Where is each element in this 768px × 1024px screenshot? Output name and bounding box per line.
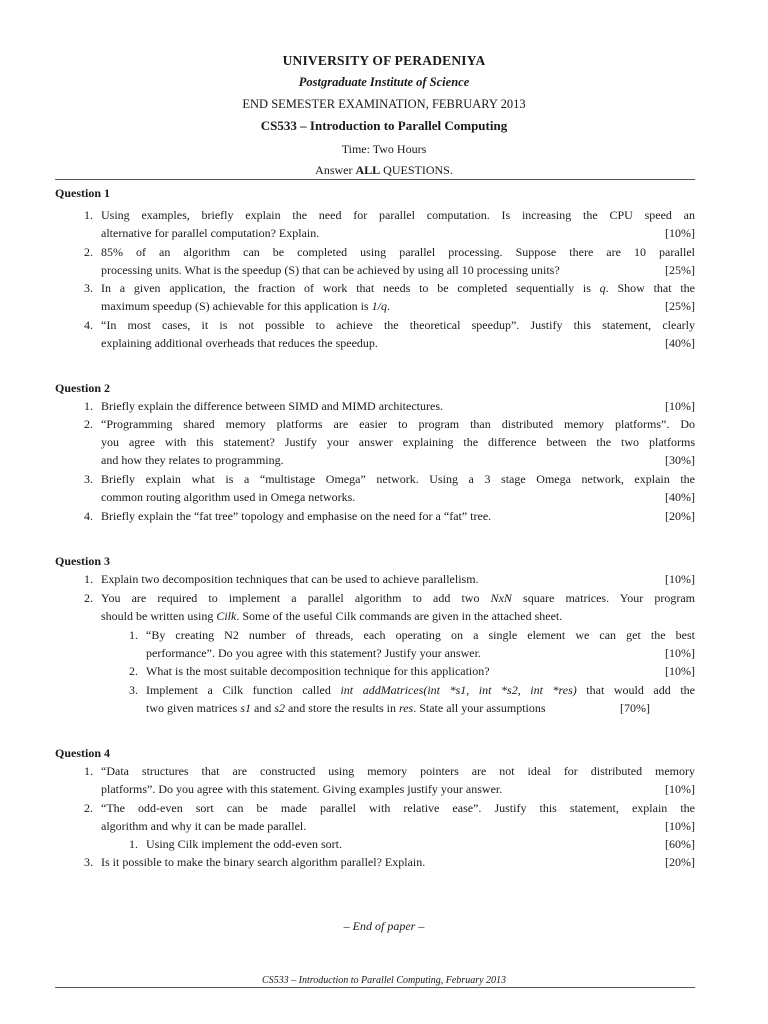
item-number: 1. — [84, 399, 93, 413]
item-text: and — [250, 701, 275, 715]
item-line — [101, 507, 695, 525]
footer-divider — [55, 987, 695, 988]
answer-instruction — [0, 161, 768, 179]
item-text: performance”. Do you agree with this statement? Justify your answer. — [146, 646, 481, 660]
item-text: platforms”. Do you agree with this statement. Giving examples justify your answer. — [101, 782, 503, 796]
item-line — [101, 334, 695, 352]
item-text: should be written using — [101, 609, 217, 623]
item-line — [101, 817, 695, 835]
item-number: 2. — [129, 664, 138, 678]
item-text: you agree with this statement? Justify your answer explaining the difference between the two platforms — [101, 435, 695, 449]
item-line — [146, 644, 695, 662]
item-number: 3. — [129, 683, 138, 697]
item-text: . State all your assumptions — [413, 701, 546, 715]
item-line — [101, 780, 695, 798]
item-text: Is it possible to make the binary search algorithm parallel? Explain. — [101, 855, 426, 869]
marks: [10%] — [665, 664, 695, 678]
item-number: 1. — [84, 764, 93, 778]
item-text: common routing algorithm used in Omega networks. — [101, 490, 356, 504]
item-italic: NxN — [490, 591, 512, 605]
marks: [10%] — [665, 572, 695, 586]
item-line — [146, 681, 695, 699]
item-text: . — [386, 299, 390, 313]
item-text: and store the results in — [284, 701, 399, 715]
item-italic: q — [599, 281, 606, 295]
item-line — [101, 488, 695, 506]
item-text: that would add the — [576, 683, 695, 697]
marks: [40%] — [665, 490, 695, 504]
item-number: 2. — [84, 417, 93, 431]
university-name: UNIVERSITY OF PERADENIYA — [282, 53, 486, 68]
answer-post: QUESTIONS. — [380, 163, 453, 177]
item-italic: 1/q — [371, 299, 387, 313]
marks: [10%] — [665, 226, 695, 240]
marks: [25%] — [665, 263, 695, 277]
item-number: 1. — [129, 837, 138, 851]
time-allowed: Time: Two Hours — [341, 142, 427, 156]
marks: [30%] — [665, 453, 695, 467]
item-line — [146, 835, 695, 853]
item-text: processing units. What is the speedup (S) that can be achieved by using all 10 processing units? — [101, 263, 560, 277]
item-text: In a given application, the fraction of work that needs to be completed sequentially is — [101, 281, 600, 295]
item-text: . Show that the — [605, 281, 696, 295]
item-italic: Cilk — [216, 609, 237, 623]
institute-name: Postgraduate Institute of Science — [298, 75, 470, 89]
item-text: explaining additional overheads that reduces the speedup. — [101, 336, 378, 350]
item-text: Briefly explain what is a “multistage Omega” network. Using a 3 stage Omega network, explain the — [101, 472, 695, 486]
item-line — [101, 451, 695, 469]
marks: [60%] — [665, 837, 695, 851]
marks: [10%] — [665, 782, 695, 796]
header-divider — [55, 179, 695, 180]
item-text: Briefly explain the difference between SIMD and MIMD architectures. — [101, 399, 443, 413]
marks: [20%] — [665, 855, 695, 869]
item-text: “In most cases, it is not possible to achieve the theoretical speedup”. Justify this statement, clearly — [101, 318, 695, 332]
item-text: 85% of an algorithm can be completed using parallel processing. Suppose there are 10 parallel — [101, 245, 695, 259]
item-text: What is the most suitable decomposition technique for this application? — [146, 664, 490, 678]
item-number: 2. — [84, 245, 93, 259]
end-of-paper: – End of paper – — [343, 919, 425, 933]
marks: [20%] — [665, 509, 695, 523]
item-line — [101, 570, 695, 588]
item-text: algorithm and why it can be made parallel. — [101, 819, 307, 833]
item-text: You are required to implement a parallel algorithm to add two — [101, 591, 491, 605]
item-line — [101, 607, 695, 625]
item-line — [101, 297, 695, 315]
question-4-title: Question 4 — [55, 746, 111, 760]
item-number: 1. — [84, 208, 93, 222]
item-text: . Some of the useful Cilk commands are given in the attached sheet. — [236, 609, 563, 623]
item-number: 2. — [84, 591, 93, 605]
item-text: and how they relates to programming. — [101, 453, 284, 467]
item-line — [101, 397, 695, 415]
item-line — [101, 261, 695, 279]
item-line — [146, 699, 695, 717]
item-number: 3. — [84, 472, 93, 486]
course-title: CS533 – Introduction to Parallel Computing — [260, 118, 508, 133]
item-text: two given matrices — [146, 701, 241, 715]
item-italic: s2 — [274, 701, 285, 715]
item-number: 2. — [84, 801, 93, 815]
item-italic: s1 — [240, 701, 251, 715]
item-text: Implement a Cilk function called — [146, 683, 341, 697]
item-number: 1. — [84, 572, 93, 586]
marks: [10%] — [665, 646, 695, 660]
item-text: “By creating N2 number of threads, each operating on a single element we can get the best — [146, 628, 695, 642]
marks: [10%] — [665, 399, 695, 413]
marks: [70%] — [620, 701, 650, 715]
item-italic: int addMatrices(int *s1, int *s2, int *res) — [340, 683, 577, 697]
page-footer: CS533 – Introduction to Parallel Computing, February 2013 — [261, 975, 507, 986]
item-text: Using Cilk implement the odd-even sort. — [146, 837, 342, 851]
item-text: maximum speedup (S) achievable for this application is — [101, 299, 372, 313]
marks: [10%] — [665, 819, 695, 833]
question-1-title: Question 1 — [55, 186, 111, 200]
item-line — [101, 279, 695, 297]
marks: [25%] — [665, 299, 695, 313]
item-line — [101, 853, 695, 871]
item-text: “Data structures that are constructed using memory pointers are not ideal for distributed memory — [101, 764, 695, 778]
item-text: square matrices. Your program — [511, 591, 695, 605]
item-text: alternative for parallel computation? Explain. — [101, 226, 320, 240]
question-2-title: Question 2 — [55, 381, 111, 395]
answer-bold: ALL — [355, 163, 381, 177]
item-line — [146, 662, 695, 680]
item-number: 1. — [129, 628, 138, 642]
item-line — [101, 224, 695, 242]
item-number: 3. — [84, 855, 93, 869]
item-text: Briefly explain the “fat tree” topology and emphasise on the need for a “fat” tree. — [101, 509, 492, 523]
exam-title: END SEMESTER EXAMINATION, FEBRUARY 2013 — [242, 97, 526, 111]
item-number: 4. — [84, 318, 93, 332]
item-italic: res — [398, 701, 414, 715]
marks: [40%] — [665, 336, 695, 350]
answer-pre: Answer — [315, 163, 356, 177]
item-line — [101, 589, 695, 607]
item-text: “The odd-even sort can be made parallel with relative ease”. Justify this statement, explain the — [101, 801, 695, 815]
item-text: Explain two decomposition techniques that can be used to achieve parallelism. — [101, 572, 479, 586]
item-text: “Programming shared memory platforms are easier to program than distributed memory platforms”. Do — [101, 417, 695, 431]
item-number: 3. — [84, 281, 93, 295]
question-3-title: Question 3 — [55, 554, 111, 568]
item-text: Using examples, briefly explain the need for parallel computation. Is increasing the CPU speed an — [101, 208, 695, 222]
item-number: 4. — [84, 509, 93, 523]
